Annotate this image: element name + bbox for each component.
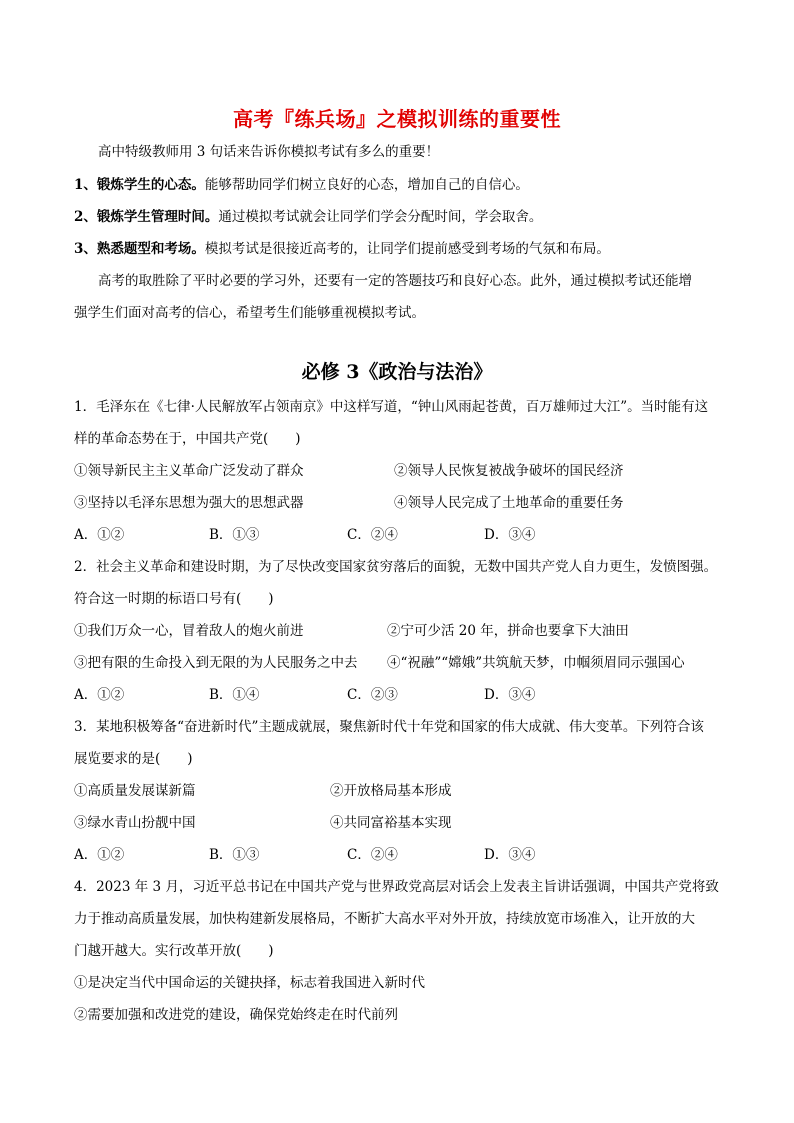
point-2-label: 2、锻炼学生管理时间。 (74, 209, 219, 225)
section-title: 必修 3《政治与法治》 (301, 361, 493, 383)
q2-choice-a: A．①② (74, 687, 125, 703)
q4-stem-line-1: 4．2023 年 3 月，习近平总书记在中国共产党与世界政党高层对话会上发表主旨讲话强调，中国共产党将致 (74, 879, 719, 895)
q2-choice-c: C．②③ (347, 687, 398, 703)
q2-choice-d: D．③④ (484, 687, 536, 703)
point-3 (74, 239, 610, 259)
q1-statement-3: ③坚持以毛泽东思想为强大的思想武器 (74, 495, 304, 511)
q4-stem-line-3: 门越开越大。实行改革开放( ) (74, 943, 274, 959)
q3-choice-c: C．②④ (347, 847, 398, 863)
q3-choice-d: D．③④ (484, 847, 536, 863)
point-1-text: 能够帮助同学们树立良好的心态，增加自己的自信心。 (204, 177, 529, 193)
page-title: 高考『练兵场』之模拟训练的重要性 (233, 107, 561, 131)
point-2-text: 通过模拟考试就会让同学们学会分配时间，学会取舍。 (218, 209, 543, 225)
q3-statement-1: ①高质量发展谋新篇 (74, 783, 196, 799)
q4-statement-1: ①是决定当代中国命运的关键抉择，标志着我国进入新时代 (74, 975, 425, 991)
point-2 (74, 207, 542, 227)
q1-statement-4: ④领导人民完成了土地革命的重要任务 (394, 495, 624, 511)
q1-statement-1: ①领导新民主主义革命广泛发动了群众 (74, 463, 304, 479)
q3-stem-line-2: 展览要求的是( ) (74, 751, 193, 767)
q1-choice-d: D．③④ (484, 527, 536, 543)
q4-stem-line-2: 力于推动高质量发展，加快构建新发展格局，不断扩大高水平对外开放，持续放宽市场准入，让开放的大 (74, 911, 695, 927)
q2-stem-line-2: 符合这一时期的标语口号有( ) (74, 591, 274, 607)
q3-stem-line-1: 3．某地积极筹备“奋进新时代”主题成就展，聚焦新时代十年党和国家的伟大成就、伟大变革。下列符合该 (74, 719, 704, 735)
q3-statement-3: ③绿水青山扮靓中国 (74, 815, 196, 831)
q1-statement-2: ②领导人民恢复被战争破坏的国民经济 (394, 463, 624, 479)
q1-stem-line-2: 样的革命态势在于，中国共产党( ) (74, 431, 301, 447)
q1-choice-a: A．①② (74, 527, 125, 543)
q1-choice-b: B．①③ (209, 527, 260, 543)
q1-stem-line-1: 1．毛泽东在《七律·人民解放军占领南京》中这样写道，“钟山风雨起苍黄，百万雄师过大江”。当时能有这 (74, 399, 709, 415)
point-1-label: 1、锻炼学生的心态。 (74, 177, 205, 193)
conclusion-line-1: 高考的取胜除了平时必要的学习外，还要有一定的答题技巧和良好心态。此外，通过模拟考试还能增 (98, 273, 692, 289)
q2-statement-4: ④“祝融”“嫦娥”共筑航天梦，巾帼须眉同示强国心 (387, 655, 685, 671)
q3-statement-4: ④共同富裕基本实现 (330, 815, 452, 831)
q4-statement-2: ②需要加强和改进党的建设，确保党始终走在时代前列 (74, 1007, 398, 1023)
q2-choice-b: B．①④ (209, 687, 260, 703)
intro-text: 高中特级教师用 3 句话来告诉你模拟考试有多么的重要！ (98, 144, 440, 160)
point-3-label: 3、熟悉题型和考场。 (74, 241, 205, 257)
q2-statement-3: ③把有限的生命投入到无限的为人民服务之中去 (74, 655, 358, 671)
q2-statement-2: ②宁可少活 20 年，拼命也要拿下大油田 (387, 623, 629, 639)
q3-choice-a: A．①② (74, 847, 125, 863)
q2-stem-line-1: 2．社会主义革命和建设时期，为了尽快改变国家贫穷落后的面貌，无数中国共产党人自力更生，发愤图强。 (74, 559, 718, 575)
point-1 (74, 175, 529, 195)
q3-statement-2: ②开放格局基本形成 (330, 783, 452, 799)
q1-choice-c: C．②④ (347, 527, 398, 543)
conclusion-line-2: 强学生们面对高考的信心，希望考生们能够重视模拟考试。 (74, 305, 425, 321)
q3-choice-b: B．①③ (209, 847, 260, 863)
q2-statement-1: ①我们万众一心，冒着敌人的炮火前进 (74, 623, 304, 639)
point-3-text: 模拟考试是很接近高考的，让同学们提前感受到考场的气氛和布局。 (204, 241, 610, 257)
